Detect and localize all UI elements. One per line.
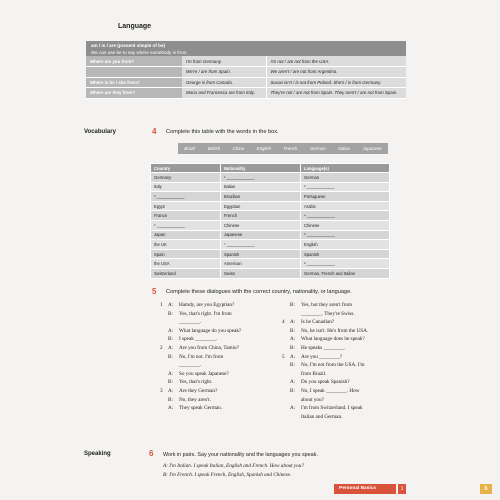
dialogue-txt: ________. They're Swiss. <box>301 310 355 317</box>
grammar-positive: I'm from Germany. <box>182 56 266 67</box>
dialogue-txt: Is he Canadian? <box>301 319 335 326</box>
word-item: China <box>232 146 245 151</box>
dialogue-txt: Yes, that's right. <box>179 379 213 386</box>
grammar-question: Where is he / she from? <box>86 77 182 88</box>
dialogue-line <box>160 378 280 387</box>
table-cell: ⁴ ____________ <box>301 211 390 221</box>
dialogue-spk <box>290 396 301 405</box>
column-header: Language(s) <box>301 164 390 173</box>
table-row <box>151 192 390 202</box>
dialogue-num <box>282 396 290 405</box>
dialogue-txt: ________. <box>179 319 202 326</box>
table-cell: ³ ____________ <box>151 192 221 202</box>
table-row <box>151 249 390 259</box>
dialogue-spk <box>290 370 301 379</box>
table-cell: ⁵ ____________ <box>151 220 221 230</box>
dialogue-num: 5 <box>282 353 285 360</box>
dialogue-spk: A: <box>168 405 174 412</box>
table-cell: Switzerland <box>151 268 221 278</box>
dialogue-txt: Yes, that's right. I'm from <box>179 310 232 317</box>
dialogue-txt: No, I'm not from the USA. I'm <box>301 362 365 369</box>
vocabulary-label: Vocabulary <box>84 129 116 135</box>
grammar-negative: Susan isn't / is not from Poland. She's / is from Germany. <box>266 77 406 88</box>
table-cell: Egypt <box>151 201 221 211</box>
dialogue-line <box>282 413 412 422</box>
table-row <box>151 268 390 278</box>
dialogue-num <box>282 413 290 422</box>
dialogue-num <box>160 396 168 405</box>
exercise-number: 5 <box>152 287 157 296</box>
dialogue-num <box>282 335 290 344</box>
dialogue-spk: A: <box>168 344 174 351</box>
table-cell: German, French and Italian <box>301 268 390 278</box>
table-cell: Arabic <box>301 201 390 211</box>
grammar-table <box>86 56 406 99</box>
table-cell: Spanish <box>301 249 390 259</box>
table-cell: ¹ ____________ <box>221 173 301 183</box>
exercise5-instruction: Complete these dialogues with the correct country, nationality, or language. <box>166 289 352 295</box>
vocabulary-table <box>150 163 390 279</box>
grammar-row <box>86 77 406 88</box>
grammar-row <box>86 67 406 78</box>
dialogue-num <box>282 387 290 396</box>
dialogue-txt: So you speak Japanese? <box>179 370 229 377</box>
table-cell: English <box>301 240 390 250</box>
table-cell: Japanese <box>221 230 301 240</box>
table-cell: Chinese <box>221 220 301 230</box>
dialogue-txt: He speaks ________. <box>301 344 346 351</box>
table-row <box>151 201 390 211</box>
dialogue-spk: B: <box>290 302 295 308</box>
grammar-negative: We aren't / are not from Argentina. <box>266 67 406 78</box>
dialogue-num: 2 <box>160 344 163 351</box>
dialogue-txt: What language do you speak? <box>179 327 242 334</box>
column-header: Country <box>151 164 221 173</box>
table-cell: the USA <box>151 259 221 269</box>
dialogue-line <box>282 344 412 353</box>
dialogue-txt: Hamdy, are you Egyptian? <box>179 302 235 308</box>
dialogue-line <box>160 370 280 379</box>
dialogue-spk <box>168 318 179 327</box>
grammar-positive: Maria and Francesca are from Italy. <box>182 88 266 99</box>
table-cell: Germany <box>151 173 221 183</box>
dialogue-txt: ________. <box>179 362 202 369</box>
table-cell: ⁶ ____________ <box>301 230 390 240</box>
dialogue-num <box>160 370 168 379</box>
table-cell: Swiss <box>221 268 301 278</box>
dialogue-txt: No, they aren't. <box>179 396 211 403</box>
column-header: Nationality <box>221 164 301 173</box>
dialogue-spk: B: <box>290 362 295 369</box>
dialogue-line <box>282 353 412 362</box>
table-row <box>151 259 390 269</box>
dialogue-line <box>282 396 412 405</box>
table-cell: American <box>221 259 301 269</box>
word-item: German <box>309 146 326 151</box>
table-cell: Portuguese <box>301 192 390 202</box>
table-cell: Egyptian <box>221 201 301 211</box>
speaking-example-a: A: I'm Italian. I speak Italian, English and French. How about you? <box>163 463 304 469</box>
grammar-question <box>86 67 182 78</box>
grammar-question: Where are they from? <box>86 88 182 99</box>
dialogue-num <box>160 318 168 327</box>
word-item: English <box>256 146 272 151</box>
dialogue-spk <box>168 361 179 370</box>
grammar-title: am / is / are (present simple of be) <box>91 43 166 48</box>
grammar-question: Where are you from? <box>86 56 182 67</box>
dialogue-num <box>282 404 290 413</box>
dialogue-txt: Are you ________? <box>301 353 343 360</box>
grammar-row <box>86 88 406 99</box>
dialogue-spk: B: <box>290 327 295 334</box>
table-cell: the UK <box>151 240 221 250</box>
dialogue-txt: Are you from China, Tamio? <box>179 344 239 351</box>
dialogue-num <box>160 353 168 362</box>
dialogue-line <box>282 361 412 370</box>
dialogue-line <box>282 387 412 396</box>
word-item: Japanese <box>362 146 382 151</box>
dialogue-num <box>282 344 290 353</box>
dialogue-line <box>282 404 412 413</box>
dialogue-line <box>282 378 412 387</box>
dialogue-num <box>282 310 290 319</box>
language-heading: Language <box>118 23 152 30</box>
table-cell: Chinese <box>301 220 390 230</box>
page-number: 5 <box>480 484 492 494</box>
dialogue-line <box>282 327 412 336</box>
dialogue-num <box>282 370 290 379</box>
dialogue-num <box>160 361 168 370</box>
dialogue-txt: Yes, but they aren't from <box>301 302 352 308</box>
grammar-positive: We're / are from Spain. <box>182 67 266 78</box>
dialogue-txt: Are they German? <box>179 387 218 394</box>
dialogue-line <box>160 318 280 327</box>
table-cell: ⁸ ____________ <box>301 259 390 269</box>
grammar-subtitle: We can use be to say where somebody is from. <box>91 50 188 55</box>
dialogue-num <box>160 327 168 336</box>
table-header-row <box>151 164 390 173</box>
exercise-number: 4 <box>152 127 157 136</box>
dialogue-num <box>282 301 290 310</box>
table-cell: ² ____________ <box>301 182 390 192</box>
dialogues-left-column <box>160 301 280 413</box>
dialogue-num: 1 <box>160 302 163 308</box>
dialogue-spk: B: <box>168 396 173 403</box>
dialogue-txt: about you? <box>301 396 324 403</box>
dialogue-line <box>160 404 280 413</box>
dialogue-line <box>160 361 280 370</box>
speaking-label: Speaking <box>84 451 111 457</box>
table-cell: Japan <box>151 230 221 240</box>
grammar-positive: George is from Canada. <box>182 77 266 88</box>
dialogue-txt: What language does he speak? <box>301 336 365 343</box>
dialogue-txt: No, he isn't. He's from the USA. <box>301 327 369 334</box>
dialogue-num <box>282 361 290 370</box>
word-item: Brazil <box>184 146 196 151</box>
dialogue-spk: B: <box>168 379 173 386</box>
table-cell: French <box>221 211 301 221</box>
table-row <box>151 220 390 230</box>
dialogue-spk: A: <box>290 319 296 326</box>
dialogue-num <box>160 335 168 344</box>
word-item: British <box>207 146 221 151</box>
speaking-instruction: Work in pairs. Say your nationality and the languages you speak. <box>163 452 318 458</box>
table-row <box>151 173 390 183</box>
dialogue-num <box>160 404 168 413</box>
speaking-example-b: B: I'm French. I speak French, English, Spanish and Chinese. <box>163 472 292 478</box>
dialogue-line <box>160 387 280 396</box>
table-cell: Italian <box>221 182 301 192</box>
dialogue-spk: B: <box>290 344 295 351</box>
dialogue-line <box>282 301 412 310</box>
table-cell: Spanish <box>221 249 301 259</box>
dialogue-spk: A: <box>168 387 174 394</box>
dialogue-line <box>282 335 412 344</box>
dialogue-txt: Italian and German. <box>301 413 343 420</box>
table-cell: German <box>301 173 390 183</box>
dialogue-line <box>160 396 280 405</box>
grammar-negative: I'm not / am not from the USA. <box>266 56 406 67</box>
dialogue-spk <box>290 413 301 422</box>
dialogue-spk: B: <box>168 310 173 317</box>
dialogue-line <box>160 353 280 362</box>
dialogue-line <box>282 318 412 327</box>
dialogue-num: 4 <box>282 319 285 326</box>
dialogue-spk <box>290 310 301 319</box>
dialogue-spk: B: <box>290 387 295 394</box>
dialogue-spk: A: <box>290 336 296 343</box>
dialogue-spk: B: <box>168 353 173 360</box>
dialogue-line <box>160 327 280 336</box>
dialogue-line <box>160 335 280 344</box>
dialogue-txt: I'm from Switzerland. I speak <box>301 405 363 412</box>
table-row <box>151 240 390 250</box>
grammar-row <box>86 56 406 67</box>
dialogue-num <box>282 378 290 387</box>
dialogue-line <box>160 344 280 353</box>
vocabulary-instruction: Complete this table with the words in the box. <box>166 129 279 135</box>
grammar-header <box>86 41 406 56</box>
footer-section-title: Personal Basics <box>334 484 396 494</box>
word-item: Italian <box>338 146 350 151</box>
table-cell: ⁷ ____________ <box>221 240 301 250</box>
dialogue-txt: Do you speak Spanish? <box>301 379 350 386</box>
dialogue-spk: A: <box>290 353 296 360</box>
dialogue-spk: A: <box>168 370 174 377</box>
table-row <box>151 182 390 192</box>
dialogue-spk: A: <box>290 379 296 386</box>
dialogue-txt: They speak German. <box>179 405 223 412</box>
footer-unit-number: 1 <box>398 484 406 494</box>
dialogue-spk: A: <box>168 327 174 334</box>
dialogue-txt: from Brazil. <box>301 370 327 377</box>
dialogue-spk: A: <box>168 302 174 308</box>
dialogue-line <box>282 310 412 319</box>
dialogue-num <box>160 310 168 319</box>
exercise-number: 6 <box>149 449 154 458</box>
dialogue-txt: I speak ________. <box>179 336 218 343</box>
dialogues-right-column <box>282 301 412 421</box>
grammar-negative: They're not / are not from Spain. They aren't / are not from Spain. <box>266 88 406 99</box>
word-item: French <box>283 146 298 151</box>
dialogue-num <box>160 378 168 387</box>
dialogue-line <box>160 310 280 319</box>
dialogue-txt: No, I speak ________. How <box>301 387 360 394</box>
dialogue-num: 3 <box>160 387 163 394</box>
table-row <box>151 230 390 240</box>
table-cell: Italy <box>151 182 221 192</box>
table-cell: France <box>151 211 221 221</box>
table-cell: Brazilian <box>221 192 301 202</box>
dialogue-line <box>282 370 412 379</box>
dialogue-spk: B: <box>168 336 173 343</box>
dialogue-txt: No, I'm not. I'm from <box>179 353 224 360</box>
word-box <box>178 143 388 154</box>
dialogue-spk: A: <box>290 405 296 412</box>
table-cell: Spain <box>151 249 221 259</box>
table-row <box>151 211 390 221</box>
dialogue-num <box>282 327 290 336</box>
dialogue-line <box>160 301 280 310</box>
